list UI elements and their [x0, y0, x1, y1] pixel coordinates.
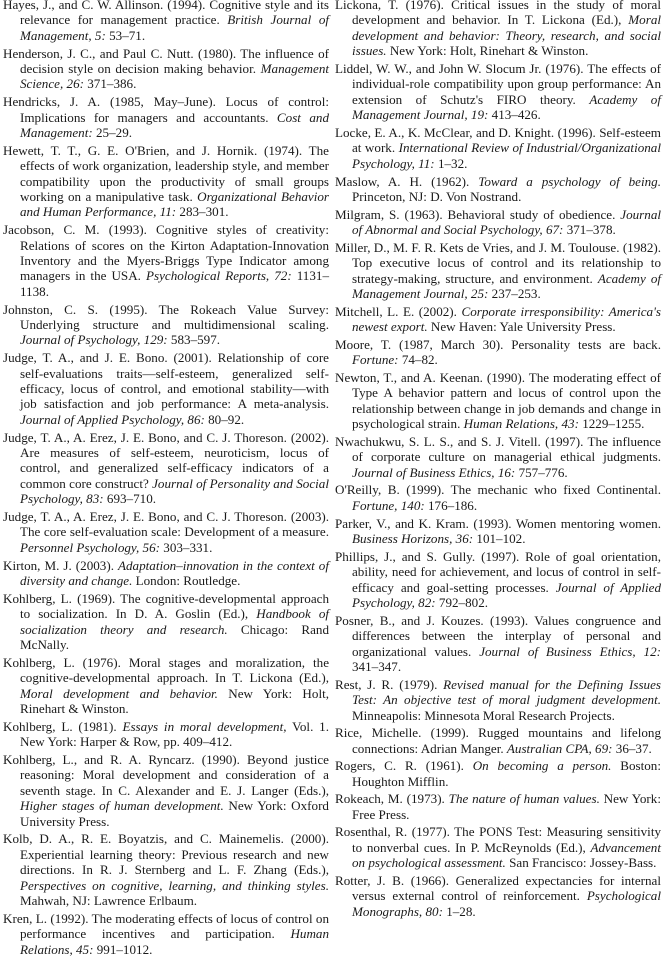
reference-source-title: Adaptation–innovation in the context of diversity and change.: [20, 557, 329, 588]
reference-text: 74–82.: [398, 352, 438, 368]
reference-source-title: The nature of human values.: [448, 791, 600, 807]
reference-source-title: British Journal of Management, 5:: [20, 12, 329, 43]
reference-text: New Haven: Yale University Press.: [427, 319, 616, 335]
reference-text: 693–710.: [103, 491, 157, 507]
reference-text: 303–331.: [160, 539, 213, 555]
reference-entry: [335, 677, 661, 723]
reference-text: Rotter, J. B. (1966). Generalized expectancies for internal versus external control of reinforcement.: [335, 873, 661, 904]
reference-entry: [335, 758, 661, 789]
reference-source-title: Cost and Management:: [20, 109, 329, 140]
reference-text: Mahwah, NJ: Lawrence Erlbaum.: [20, 893, 198, 908]
reference-text: Jacobson, C. M. (1993). Cognitive styles of creativity: Relations of scores on the Kirton Adaptation-Innovation Inventory and the Myers-Briggs Type Indicator among managers in the USA.: [3, 222, 329, 284]
reference-text: Parker, V., and K. Kram. (1993). Women mentoring women.: [335, 515, 661, 531]
reference-entry: [335, 873, 661, 919]
reference-entry: [335, 482, 661, 513]
reference-entry: [3, 752, 329, 829]
reference-text: Phillips, J., and S. Gully. (1997). Role of goal orientation, ability, need for achievement, and locus of control in self-efficacy and goal-setting processes.: [335, 548, 661, 595]
reference-text: New York: Holt, Rinehart & Winston.: [386, 43, 589, 59]
reference-text: Lickona, T. (1976). Critical issues in the study of moral development and behavior. In T. Lickona (Ed.),: [335, 0, 661, 28]
reference-text: Kohlberg, L. (1976). Moral stages and moralization, the cognitive-developmental approach. In T. Lickona (Ed.),: [3, 654, 329, 686]
reference-source-title: Perspectives on cognitive, learning, and thinking styles.: [20, 877, 329, 893]
reference-text: 583–597.: [167, 332, 221, 348]
reference-entry: [3, 911, 329, 957]
reference-text: Hendricks, J. A. (1985, May–June). Locus of control: Implications for managers and accountants.: [3, 94, 329, 125]
reference-text: 991–1012.: [93, 941, 153, 957]
reference-text: Johnston, C. S. (1995). The Rokeach Value Survey: Underlying structure and multidimensional scaling.: [3, 301, 329, 332]
reference-entry: [335, 824, 661, 870]
reference-text: 413–426.: [488, 107, 541, 123]
reference-source-title: Business Horizons, 36:: [352, 531, 474, 547]
reference-text: New York: Oxford University Press.: [20, 798, 329, 829]
reference-text: Kohlberg, L. (1981).: [3, 718, 123, 734]
reference-entry: [335, 125, 661, 171]
reference-text: Princeton, NJ: D. Von Nostrand.: [352, 189, 522, 204]
reference-text: 237–253.: [488, 286, 541, 302]
reference-text: Newton, T., and A. Keenan. (1990). The moderating effect of Type A behavior pattern and locus of control upon the relationship between change in job demands and change in psychological strain.: [335, 369, 661, 432]
reference-text: Moore, T. (1987, March 30). Personality tests are back.: [335, 336, 661, 352]
reference-source-title: Human Relations, 43:: [463, 416, 579, 432]
reference-entry: [335, 337, 661, 368]
reference-text: 53–71.: [105, 27, 146, 43]
reference-source-title: Fortune, 140:: [352, 497, 425, 513]
reference-text: 792–802.: [435, 595, 489, 611]
reference-text: Henderson, J. C., and Paul C. Nutt. (1980). The influence of decision style on decision making behavior.: [3, 45, 329, 76]
reference-source-title: Journal of Psychology, 129:: [20, 332, 168, 348]
reference-text: Vol. 1. New York: Harper & Row, pp. 409–412.: [20, 718, 329, 750]
reference-entry: [335, 207, 661, 238]
reference-text: Chicago: Rand McNally.: [20, 621, 329, 652]
reference-source-title: Psychological Monographs, 80:: [352, 888, 661, 919]
reference-text: Judge, T. A., and J. E. Bono. (2001). Relationship of core self-evaluations traits—self-esteem, generalized self-efficacy, locus of control, and emotional stability—with job satisfaction and job performance: A meta-analysis.: [3, 350, 329, 412]
reference-text: 1–32.: [434, 155, 468, 171]
reference-text: 176–186.: [424, 497, 478, 513]
reference-entry: [335, 0, 661, 59]
reference-source-title: Fortune:: [352, 352, 399, 368]
reference-entry: [335, 549, 661, 611]
reference-entry: [335, 61, 661, 123]
reference-entry: [335, 516, 661, 547]
reference-source-title: Journal of Applied Psychology, 86:: [20, 411, 205, 427]
reference-source-title: Journal of Personality and Social Psychology, 83:: [20, 475, 329, 507]
reference-source-title: Revised manual for the Defining Issues Test: An objective test of moral judgment development.: [352, 676, 662, 708]
reference-entry: [3, 143, 329, 220]
reference-column-right: [335, 0, 661, 922]
reference-text: Rokeach, M. (1973).: [335, 791, 449, 807]
reference-entry: [335, 791, 661, 822]
reference-text: Judge, T. A., A. Erez, J. E. Bono, and C. J. Thoreson. (2002). Are measures of self-esteem, neuroticism, locus of control, and generalized self-efficacy indicators of a common core construct?: [3, 429, 329, 491]
reference-source-title: Corporate irresponsibility: America's newest export.: [352, 303, 661, 335]
reference-source-title: Human Relations, 45:: [20, 926, 329, 957]
reference-text: 80–92.: [204, 411, 245, 427]
reference-text: Nwachukwu, S. L. S., and S. J. Vitell. (1997). The influence of corporate culture on managerial ethical judgments.: [335, 433, 661, 465]
reference-entry: [3, 831, 329, 908]
reference-text: New York: Holt, Rinehart & Winston.: [20, 685, 329, 716]
reference-source-title: Australian CPA, 69:: [506, 740, 613, 756]
reference-text: 341–347.: [352, 659, 402, 675]
reference-text: Rosenthal, R. (1977). The PONS Test: Measuring sensitivity to nonverbal cues. In P. McReynolds (Ed.),: [335, 824, 661, 855]
reference-entry: [3, 591, 329, 653]
reference-source-title: Higher stages of human development.: [20, 798, 224, 814]
reference-source-title: Psychological Reports, 72:: [145, 268, 292, 284]
reference-text: Miller, D., M. F. R. Kets de Vries, and J. M. Toulouse. (1982). Top executive locus of control and its relationship to strategy-making, structure, and environment.: [335, 239, 661, 286]
reference-entry: [335, 434, 661, 480]
reference-text: Hayes, J., and C. W. Allinson. (1994). Cognitive style and its relevance for management practice.: [3, 0, 329, 28]
reference-entry: [3, 222, 329, 299]
reference-entry: [3, 655, 329, 717]
reference-column-left: [3, 0, 329, 959]
reference-source-title: Organizational Behavior and Human Performance, 11:: [20, 189, 330, 220]
reference-text: 1131–1138.: [20, 268, 329, 299]
reference-entry: [3, 509, 329, 555]
reference-source-title: Journal of Business Ethics, 16:: [352, 464, 516, 480]
reference-text: Kren, L. (1992). The moderating effects of locus of control on performance incentives and participation.: [3, 910, 329, 942]
reference-entry: [3, 558, 329, 589]
reference-text: 36–37.: [612, 740, 652, 756]
reference-text: New York: Free Press.: [352, 791, 661, 822]
reference-entry: [335, 370, 661, 432]
reference-entry: [3, 719, 329, 750]
reference-text: 25–29.: [92, 125, 133, 140]
reference-text: Kolb, D. A., R. E. Boyatzis, and C. Mainemelis. (2000). Experiential learning theory: Previous research and new directions. In R. J. Sternberg and L. F. Zhang (Eds.),: [3, 831, 329, 878]
reference-text: Rice, Michelle. (1999). Rugged mountains and lifelong connections: Adrian Manger.: [335, 725, 661, 756]
reference-text: 371–378.: [563, 222, 616, 238]
reference-text: San Francisco: Jossey-Bass.: [505, 855, 657, 871]
reference-text: Judge, T. A., A. Erez, J. E. Bono, and C. J. Thoreson. (2003). The core self-evaluation scale: Development of a measure.: [3, 509, 329, 540]
reference-source-title: International Review of Industrial/Organizational Psychology, 11:: [352, 140, 661, 171]
reference-text: Rogers, C. R. (1961).: [335, 758, 473, 774]
reference-entry: [335, 174, 661, 205]
reference-entry: [335, 304, 661, 335]
reference-entry: [3, 94, 329, 140]
reference-entry: [335, 725, 661, 756]
reference-entry: [335, 240, 661, 302]
reference-entry: [3, 46, 329, 92]
reference-source-title: Moral development and behavior: Theory, research, and social issues.: [352, 12, 661, 59]
reference-text: Mitchell, L. E. (2002).: [335, 303, 462, 319]
reference-source-title: Journal of Business Ethics, 12:: [479, 643, 661, 659]
reference-text: Locke, E. A., K. McClear, and D. Knight. (1996). Self-esteem at work.: [335, 125, 661, 156]
reference-text: 1229–1255.: [578, 416, 645, 432]
reference-source-title: Personnel Psychology, 56:: [20, 539, 160, 555]
reference-text: 757–776.: [515, 464, 568, 480]
reference-source-title: Journal of Applied Psychology, 82:: [352, 579, 661, 611]
reference-entry: [3, 302, 329, 348]
reference-text: Kohlberg, L., and R. A. Ryncarz. (1990). Beyond justice reasoning: Moral development and consideration of a seventh stage. In C. Alexander and E. J. Langer (Eds.),: [3, 751, 329, 798]
reference-text: 101–102.: [473, 531, 526, 547]
reference-source-title: Academy of Management Journal, 25:: [352, 270, 662, 302]
reference-text: Liddel, W. W., and John W. Slocum Jr. (1976). The effects of individual-role compatibility upon group performance: An extension of Schutz's FIRO theory.: [335, 61, 661, 107]
reference-text: 371–386.: [83, 76, 137, 92]
reference-source-title: Toward a psychology of being.: [478, 173, 661, 189]
reference-entry: [3, 350, 329, 427]
reference-text: Kohlberg, L. (1969). The cognitive-developmental approach to socialization. In D. A. Goslin (Ed.),: [3, 590, 329, 622]
reference-source-title: Essays in moral development,: [122, 718, 287, 734]
reference-text: Kirton, M. J. (2003).: [3, 557, 118, 573]
reference-entry: [3, 430, 329, 507]
reference-source-title: Academy of Management Journal, 19:: [352, 91, 661, 123]
reference-text: Minneapolis: Minnesota Moral Research Projects.: [352, 707, 615, 723]
reference-text: Posner, B., and J. Kouzes. (1993). Values congruence and differences between the interplay of personal and organizational values.: [335, 612, 661, 659]
reference-text: London: Routledge.: [132, 573, 241, 588]
reference-entry: [3, 0, 329, 43]
reference-source-title: Advancement on psychological assessment.: [352, 839, 661, 871]
reference-text: Milgram, S. (1963). Behavioral study of obedience.: [335, 206, 621, 222]
reference-source-title: Handbook of socialization theory and research.: [20, 606, 329, 637]
reference-text: Rest, J. R. (1979).: [335, 676, 444, 692]
reference-source-title: On becoming a person.: [472, 758, 612, 774]
reference-text: 283–301.: [176, 204, 229, 220]
reference-text: 1–28.: [442, 903, 476, 919]
reference-source-title: Journal of Abnormal and Social Psychology, 67:: [352, 206, 661, 238]
reference-source-title: Moral development and behavior.: [20, 685, 218, 701]
reference-text: Maslow, A. H. (1962).: [335, 173, 479, 189]
reference-text: Boston: Houghton Mifflin.: [352, 758, 661, 789]
reference-entry: [335, 613, 661, 675]
reference-text: Hewett, T. T., G. E. O'Brien, and J. Hornik. (1974). The effects of work organization, leadership style, and member compatibility upon the productivity of small groups working on a manipulative task.: [3, 142, 329, 204]
reference-text: O'Reilly, B. (1999). The mechanic who fixed Continental.: [335, 482, 661, 498]
reference-source-title: Management Science, 26:: [20, 61, 329, 92]
